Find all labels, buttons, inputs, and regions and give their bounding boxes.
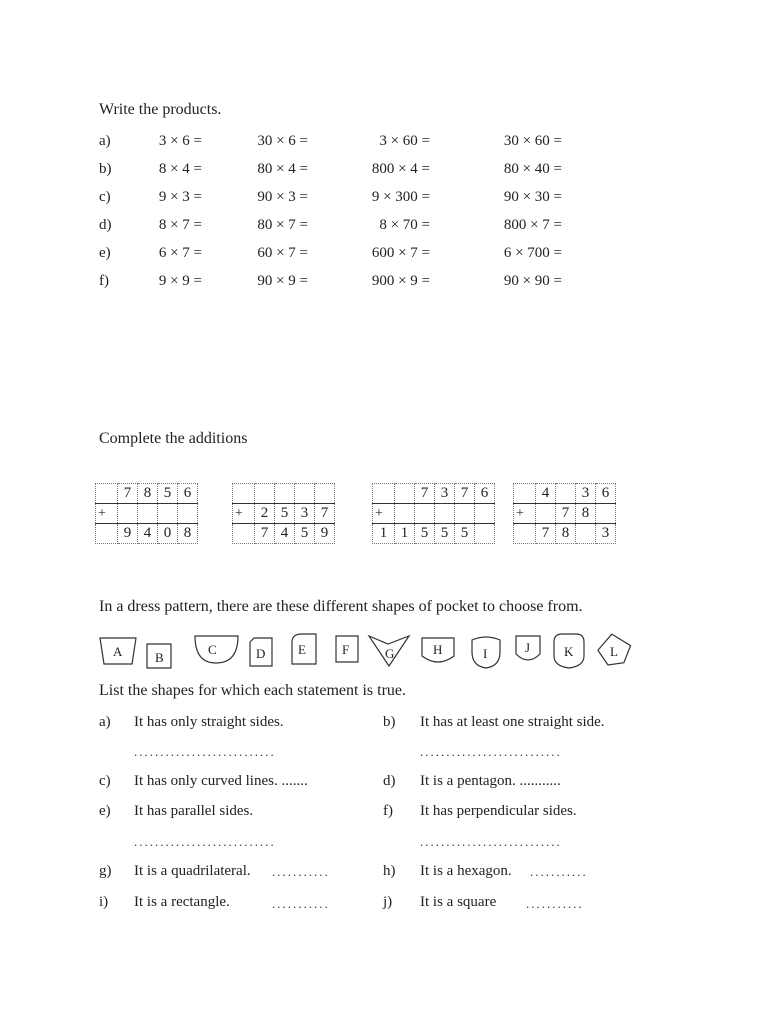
answer-line: ........................... [134,744,276,759]
answer-line: ........... [530,864,588,879]
statement-text: It has perpendicular sides. [420,803,577,819]
statement-label: h) [383,863,396,879]
product-row-label: e) [99,245,111,261]
answer-line: ........................... [420,834,562,849]
product-expression: 6 × 700 = [503,245,562,261]
statement-text: It is a hexagon. [420,863,512,879]
pocket-shape-e [292,634,316,664]
digit-cell: 5 [435,524,455,544]
statement-text: It is a square [420,894,497,910]
digit-cell: 8 [576,504,596,524]
pocket-shape-l [596,632,633,666]
plus-sign[interactable]: + [96,504,118,524]
pocket-shape-i [472,637,500,668]
digit-cell[interactable] [475,524,495,544]
digit-cell[interactable] [596,504,616,524]
digit-cell[interactable] [556,484,576,504]
product-row-label: c) [99,189,111,205]
addition-grid [95,483,198,544]
digit-cell: 8 [178,524,198,544]
digit-cell: 5 [415,524,435,544]
product-expression: 800 × 7 = [503,217,562,233]
pocket-shape-k [554,634,584,668]
answer-line: ........... [272,864,330,879]
product-expression: 30 × 60 = [503,133,562,149]
digit-cell: 5 [455,524,475,544]
digit-cell: 5 [275,504,295,524]
product-row [0,217,768,241]
pocket-label-i: I [483,646,488,661]
digit-cell: 4 [138,524,158,544]
digit-cell: 8 [556,524,576,544]
product-row [0,161,768,185]
statement-text: It has parallel sides. [134,803,254,819]
digit-cell[interactable] [275,484,295,504]
product-expression: 80 × 7 = [257,217,308,233]
pocket-label-c: C [208,642,217,657]
product-row [0,133,768,157]
statement-text: It is a rectangle. [134,894,230,910]
product-expression: 3 × 60 = [379,133,430,149]
answer-line: ........................... [420,744,562,759]
pockets-intro: In a dress pattern, there are these different shapes of pocket to choose from. [99,598,583,615]
pocket-shape-f [336,636,358,662]
digit-cell[interactable] [455,504,475,524]
digit-cell[interactable] [415,504,435,524]
product-row-label: d) [99,217,112,233]
statement-label: j) [383,894,393,910]
digit-cell[interactable] [536,504,556,524]
statement-label: b) [383,714,396,730]
addition-grid [372,483,495,544]
digit-cell: 7 [536,524,556,544]
product-row-label: f) [99,273,109,289]
digit-cell: 4 [536,484,556,504]
digit-cell: 2 [255,504,275,524]
pocket-label-h: H [433,642,443,657]
pocket-shape-c [195,636,238,663]
digit-cell: 0 [158,524,178,544]
pocket-label-a: A [113,644,123,659]
digit-cell[interactable] [178,504,198,524]
product-expression: 3 × 6 = [158,133,202,149]
statement-label: c) [99,773,111,789]
pocket-label-l: L [610,644,618,659]
product-row-label: a) [99,133,111,149]
product-row [0,273,768,297]
digit-cell[interactable] [96,484,118,504]
product-expression: 8 × 4 = [158,161,202,177]
answer-line: ........................... [134,834,276,849]
pocket-shapes [96,630,636,674]
digit-cell: 6 [596,484,616,504]
product-expression: 60 × 7 = [257,245,308,261]
product-expression: 800 × 4 = [371,161,430,177]
digit-cell[interactable] [138,504,158,524]
product-expression: 30 × 6 = [257,133,308,149]
pocket-label-f: F [342,642,350,657]
product-expression: 90 × 3 = [257,189,308,205]
digit-cell: 9 [315,524,335,544]
digit-cell: 1 [373,524,395,544]
product-expression: 9 × 3 = [158,189,202,205]
statement-label: g) [99,863,112,879]
digit-cell[interactable] [395,484,415,504]
additions-title: Complete the additions [99,430,248,447]
product-expression: 90 × 9 = [257,273,308,289]
digit-cell[interactable] [576,524,596,544]
product-row-label: b) [99,161,112,177]
digit-cell[interactable] [435,504,455,524]
pocket-shape-j [516,636,540,660]
plus-sign[interactable]: + [233,504,255,524]
product-expression: 80 × 4 = [257,161,308,177]
digit-cell[interactable] [514,524,536,544]
products-title: Write the products. [99,101,222,118]
statement-text: It has at least one straight side. [420,714,605,730]
digit-cell[interactable] [395,504,415,524]
digit-cell: 3 [596,524,616,544]
statement-label: f) [383,803,393,819]
product-expression: 90 × 90 = [503,273,562,289]
digit-cell: 8 [138,484,158,504]
product-expression: 90 × 30 = [503,189,562,205]
digit-cell[interactable] [315,484,335,504]
digit-cell[interactable] [255,484,275,504]
product-expression: 9 × 9 = [158,273,202,289]
digit-cell: 9 [118,524,138,544]
product-expression: 8 × 7 = [158,217,202,233]
digit-cell: 3 [576,484,596,504]
digit-cell: 7 [315,504,335,524]
digit-cell: 6 [178,484,198,504]
answer-line: ........... [272,896,330,911]
plus-sign[interactable]: + [373,504,395,524]
digit-cell: 5 [158,484,178,504]
pocket-shape-b [147,644,171,668]
digit-cell: 7 [556,504,576,524]
digit-cell[interactable] [295,484,315,504]
digit-cell[interactable] [96,524,118,544]
pocket-shape-h [422,638,454,662]
digit-cell[interactable] [233,484,255,504]
pocket-label-k: K [564,644,574,659]
statement-label: i) [99,894,109,910]
plus-sign[interactable]: + [514,504,536,524]
pocket-label-e: E [298,642,306,657]
statement-label: a) [99,714,111,730]
digit-cell: 5 [295,524,315,544]
statement-text: It has only curved lines. ....... [134,773,308,789]
pocket-shape-d [250,638,272,666]
statement-label: e) [99,803,111,819]
digit-cell[interactable] [233,524,255,544]
statement-text: It has only straight sides. [134,714,284,730]
digit-cell: 7 [118,484,138,504]
pocket-label-g: G [385,646,395,661]
product-expression: 600 × 7 = [371,245,430,261]
pocket-label-d: D [256,646,266,661]
pocket-label-j: J [525,640,531,655]
statement-text: It is a quadrilateral. [134,863,251,879]
pocket-shape-a [100,638,136,664]
product-expression: 6 × 7 = [158,245,202,261]
product-row [0,189,768,213]
product-expression: 9 × 300 = [371,189,430,205]
digit-cell: 7 [455,484,475,504]
digit-cell: 3 [435,484,455,504]
digit-cell: 7 [255,524,275,544]
statement-text: It is a pentagon. ........... [420,773,561,789]
digit-cell: 3 [295,504,315,524]
product-expression: 8 × 70 = [379,217,430,233]
statement-label: d) [383,773,396,789]
digit-cell: 4 [275,524,295,544]
digit-cell: 1 [395,524,415,544]
statements-intro: List the shapes for which each statement is true. [99,682,407,699]
digit-cell[interactable] [373,484,395,504]
digit-cell[interactable] [158,504,178,524]
digit-cell[interactable] [514,484,536,504]
digit-cell: 7 [415,484,435,504]
product-expression: 900 × 9 = [371,273,430,289]
answer-line: ........... [526,896,584,911]
product-row [0,245,768,269]
product-expression: 80 × 40 = [503,161,562,177]
pocket-label-b: B [155,650,164,665]
digit-cell[interactable] [475,504,495,524]
digit-cell: 6 [475,484,495,504]
addition-grid [232,483,335,544]
pocket-shape-g [369,636,409,666]
addition-grid [513,483,616,544]
digit-cell[interactable] [118,504,138,524]
